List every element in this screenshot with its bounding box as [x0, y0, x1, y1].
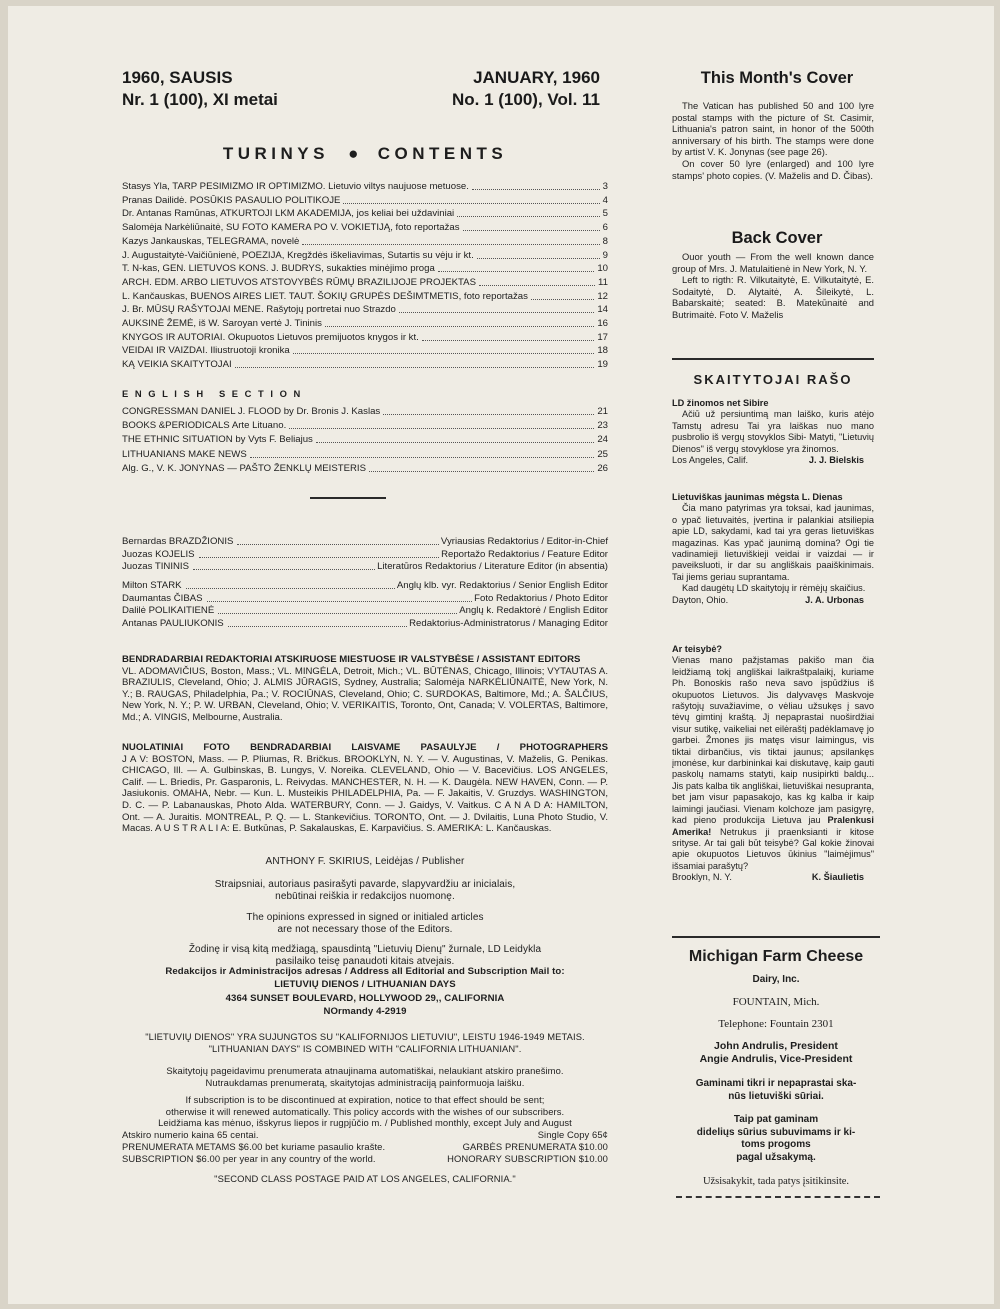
- toc-entry-title: KNYGOS IR AUTORIAI. Okupuotos Lietuvos premijuotos knygos ir kt.: [122, 331, 419, 343]
- readers-title: SKAITYTOJAI RAŠO: [693, 372, 853, 387]
- staff-leader: [218, 605, 457, 614]
- photographers-block: [122, 742, 608, 835]
- divider: [672, 358, 874, 360]
- divider: [310, 497, 386, 499]
- ad-slogan: [668, 1078, 884, 1103]
- toc-entry-title: AUKSINĖ ŽEMĖ, iš W. Saroyan vertė J. Tininis: [122, 318, 322, 329]
- toc-entry-page: 9: [602, 249, 608, 261]
- letter-signer: J. J. Bielskis: [808, 455, 864, 466]
- address-block: [122, 966, 608, 1018]
- notice-reprint-line: pasilaiko teisę panaudoti kitais atvejais.: [275, 956, 455, 967]
- toc-entry: [122, 463, 608, 475]
- letter-signature-row: [672, 455, 874, 466]
- staff-entry: [122, 605, 608, 617]
- toc-entry-title: Stasys Yla, TARP PESIMIZMO IR OPTIMIZMO. Lietuvio viltys naujuose metuose.: [122, 181, 469, 192]
- toc-entry-page: 8: [602, 235, 608, 247]
- merge-notice-line: "LIETUVIŲ DIENOS" YRA SUJUNGTOS SU "KALIFORNIJOS LIETUVIU", LEISTU 1946-1949 METAIS.: [145, 1031, 585, 1042]
- toc-leader: [383, 406, 594, 415]
- staff-role: Reportažo Redaktorius / Feature Editor: [441, 549, 608, 560]
- toc-entry: [122, 208, 608, 220]
- letter-signer: K. Šiaulietis: [811, 872, 864, 883]
- toc-entry-page: 17: [597, 331, 608, 343]
- ad-slogan-line: toms progoms: [741, 1139, 811, 1150]
- subscription-lt-line: Nutraukdamas prenumeratą, skaitytojas administraciją painformuoja laišku.: [205, 1077, 525, 1088]
- staff-role: Foto Redaktorius / Photo Editor: [474, 593, 608, 604]
- postage-notice: "SECOND CLASS POSTAGE PAID AT LOS ANGELES, CALIFORNIA.": [214, 1173, 516, 1184]
- letter-place: Los Angeles, Calif.: [672, 455, 749, 466]
- issue-number-en: No. 1 (100), Vol. 11: [451, 90, 600, 109]
- staff-entry: [122, 593, 608, 605]
- photographers-list: J A V: BOSTON, Mass. — P. Pliumas, R. Bričkus. BROOKLYN, N. Y. — V. Augustinas, V. Maželis, G. Penikas. CHICAGO, Ill. — A. Gulbinskas, B. Lungys, V. Noreika. CLEVELAND, Ohio — V. Bacevičius. LOS ANGELES, Calif. — L. Briedis, Pr. Gasparonis, L. Reivydas. MANCHESTER, N. H. — K. Daugėla. NEW HAVEN, Conn. — P. Jasiukonis. OMAHA, Nebr. — Kun. L. Musteikis PHILADELPHIA, Pa. — F. Jakaitis, V. Gruzdys. WASHINGTON, D. C. — P. Labanauskas, Photo Alda. WATERBURY, Conn. — J. Gaidys, V. Vaitkus. C A N A D A: HAMILTON, Ont. — A. Juraitis. MONTREAL, P. Q. — L. Stankevičius. TORONTO, Ont. — J. Dvilaitis, Luna Photo Studio, V. Macas. A U S T R A L I A: E. Butkūnas, P. Sakalauskas, E. Karpavičius. S. AMERIKA: L. Kančauskas.: [122, 753, 608, 835]
- toc-leader: [250, 449, 595, 458]
- ad-slogan: [668, 1114, 884, 1164]
- letter-body-tail: Netrukus ji praenksianti ir kitose srityse. Ar tai gali būt teisybė? Gal kokie žinovai apie okupuotos Lietuvos ūkinius "laimėjimus" išsamiai parašytų?: [672, 826, 874, 871]
- toc-entry-title: BOOKS &PERIODICALS Arte Lituano.: [122, 420, 287, 432]
- photographers-heading: NUOLATINIAI FOTO BENDRADARBIAI LAISVAME PASAULYJE / PHOTOGRAPHERS: [122, 742, 608, 753]
- ad-officer: Angie Andrulis, Vice-President: [699, 1053, 853, 1065]
- magazine-page: [8, 6, 994, 1304]
- ad-officer: John Andrulis, President: [714, 1040, 838, 1052]
- notice-en-line: The opinions expressed in signed or initialed articles: [246, 912, 484, 923]
- address-line: LIETUVIŲ DIENOS / LITHUANIAN DAYS: [274, 978, 456, 990]
- letter: [672, 492, 874, 606]
- address-line: 4364 SUNSET BOULEVARD, HOLLYWOOD 29,, CALIFORNIA: [225, 993, 505, 1004]
- toc-leader: [293, 345, 595, 354]
- staff-leader: [237, 536, 438, 545]
- single-copy-lt: Atskiro numerio kaina 65 centai.: [122, 1129, 259, 1140]
- ad-officers: [668, 1040, 884, 1066]
- toc-entry-page: 6: [602, 222, 608, 234]
- single-copy-row: [122, 1129, 608, 1141]
- toc-entry-title: J. Augustaitytė-Vaičiūnienė, POEZIJA, Kregždės iškeliavimas, Sutartis su vėju ir kt.: [122, 249, 474, 261]
- ad-closing: Užsisakykit, tada patys įsitikinsite.: [702, 1176, 850, 1187]
- toc-entry-page: 11: [598, 276, 608, 288]
- subscription-en: [122, 1094, 608, 1129]
- merge-notice-line: "LITHUANIAN DAYS" IS COMBINED WITH "CALIFORNIA LITHUANIAN".: [208, 1043, 522, 1054]
- notice-reprint-line: Žodinę ir visą kitą medžiagą, spausdintą "Lietuvių Dienų" žurnale, LD Leidykla: [188, 944, 542, 955]
- staff-role: Vyriausias Redaktorius / Editor-in-Chief: [440, 536, 608, 547]
- letter-body: [672, 655, 874, 872]
- toc-entry-title: Kazys Jankauskas, TELEGRAMA, novelė: [122, 235, 300, 247]
- toc-entry: [122, 304, 608, 316]
- letter-place: Dayton, Ohio.: [672, 594, 729, 605]
- toc-leader: [477, 250, 600, 259]
- notice-lt-line: Straipsniai, autoriaus pasirašyti pavarde, slapyvardžiu ar inicialais,: [214, 879, 516, 890]
- letter-heading: Ar teisybė?: [672, 644, 723, 654]
- back-cover-text: Left to rigth: R. Vilkutaitytė, E. Vilkutaitytė, E. Sodaitytė, D. Alytaitė, A. Šileikytė, L. Babarskaitė; seated: B. Matekūnaitė and Butrimaitė. Foto V. Maželis: [672, 274, 874, 320]
- merge-notice: [122, 1031, 608, 1055]
- price-left: PRENUMERATA METAMS $6.00 bet kuriame pasaulio krašte.: [122, 1141, 386, 1152]
- toc-entry: [122, 420, 608, 432]
- price-row: [122, 1141, 608, 1153]
- toc-leader: [316, 434, 594, 443]
- toc-entry-title: T. N-kas, GEN. LIETUVOS KONS. J. BUDRYS, sukakties minėjimo proga: [122, 263, 435, 275]
- toc-entry: [122, 222, 608, 234]
- back-cover-text: Ouor youth — From the well known dance group of Mrs. J. Matulaitienė in New York, N. Y.: [672, 251, 874, 274]
- staff-name: Daumantas ČIBAS: [122, 593, 203, 604]
- toc-entry-page: 26: [597, 462, 608, 474]
- ad-phone: Telephone: Fountain 2301: [718, 1018, 834, 1030]
- assistant-editors-heading: BENDRADARBIAI REDAKTORIAI ATSKIRUOSE MIESTUOSE IR VALSTYBĖSE / ASSISTANT EDITORS: [122, 654, 581, 665]
- toc-entry-title: LITHUANIANS MAKE NEWS: [122, 448, 247, 460]
- staff-entry: [122, 561, 608, 573]
- toc-entry-page: 21: [597, 406, 608, 417]
- subscription-en-line: Leidžiama kas mėnuo, išskyrus liepos ir rugpjūčio m. / Published monthly, except July and August: [158, 1117, 572, 1129]
- issue-date-lt: 1960, SAUSIS: [122, 68, 233, 87]
- ad-slogan-line: nūs lietuviški sūriai.: [728, 1090, 824, 1102]
- toc-entry-title: Dr. Antanas Ramūnas, ATKURTOJI LKM AKADEMIJA, jos keliai bei uždaviniai: [122, 208, 455, 220]
- issue-date-en: JANUARY, 1960: [473, 68, 600, 87]
- subscription-en-line: If subscription is to be discontinued at expiration, notice to that effect should be sent;: [185, 1094, 545, 1105]
- back-cover-title: Back Cover: [731, 229, 823, 247]
- contents-title: [122, 144, 608, 164]
- toc-entry: [122, 291, 608, 303]
- toc-leader: [343, 195, 599, 204]
- staff-role: Anglų k. Redaktorė / English Editor: [459, 605, 608, 616]
- toc-entry: [122, 277, 608, 289]
- toc-entry-title: Pranas Dailidė. POSŪKIS PASAULIO POLITIKOJE: [122, 194, 341, 206]
- single-copy-en: Single Copy 65¢: [537, 1129, 608, 1140]
- staff-leader: [199, 549, 440, 558]
- staff-name: Juozas TININIS: [122, 561, 190, 572]
- staff-role: Literatūros Redaktorius / Literature Editor (in absentia): [377, 561, 608, 572]
- staff-leader: [228, 618, 407, 627]
- subscription-en-line: otherwise it will renewed automatically. This policy accords with the wishes of our subscribers.: [165, 1105, 565, 1117]
- ad-slogan-line: Gaminami tikri ir nepaprastai ska-: [695, 1078, 857, 1089]
- toc-entry-page: 25: [597, 448, 608, 460]
- toc-entry-title: ARCH. EDM. ARBO LIETUVOS ATSTOVYBĖS RŪMŲ BRAZILIJOJE PROJEKTAS: [122, 276, 476, 288]
- notice-reprint: [122, 944, 608, 968]
- ad-slogan-line: pagal užsakymą.: [736, 1151, 816, 1163]
- toc-entry-title: KĄ VEIKIA SKAITYTOJAI: [122, 359, 232, 371]
- staff-leader: [193, 561, 375, 570]
- address-line: Redakcijos ir Administracijos adresas / Address all Editorial and Subscription Mail to:: [165, 966, 565, 977]
- contents-bullet-icon: ●: [348, 144, 359, 163]
- address-line: NOrmandy 4-2919: [323, 1005, 407, 1017]
- ad-subtitle: Dairy, Inc.: [752, 974, 800, 985]
- cover-description: [672, 100, 874, 181]
- ad-slogan-line: Taip pat gaminam: [733, 1114, 819, 1125]
- letter-body-emphasis: Pralenkusi Amerika!: [672, 815, 874, 837]
- staff-role: Redaktorius-Administratorus / Managing Editor: [409, 618, 608, 629]
- divider: [672, 936, 880, 938]
- toc-entry-page: 19: [597, 359, 608, 371]
- toc-entry-page: 4: [602, 194, 608, 206]
- toc-entry-page: 24: [597, 434, 608, 446]
- price-right: GARBĖS PRENUMERATA $10.00: [462, 1141, 608, 1152]
- toc-entry-title: VEIDAI IR VAIZDAI. Iliustruotoji kronika: [122, 345, 290, 357]
- letter-signature-row: [672, 872, 874, 883]
- toc-entry-page: 18: [597, 345, 608, 357]
- staff-name: Milton STARK: [122, 580, 182, 591]
- issue-number-lt: Nr. 1 (100), XI metai: [122, 90, 278, 109]
- contents-title-en: CONTENTS: [377, 144, 508, 163]
- staff-entry: [122, 549, 608, 561]
- staff-leader: [186, 580, 395, 589]
- toc-entry-title: Alg. G., V. K. JONYNAS — PAŠTO ŽENKLŲ MEISTERIS: [122, 462, 366, 474]
- notice-en: [122, 912, 608, 936]
- staff-entry: [122, 580, 608, 592]
- toc-leader: [369, 463, 594, 472]
- toc-entry: [122, 345, 608, 357]
- toc-entry-title: THE ETHNIC SITUATION by Vyts F. Beliajus: [122, 434, 313, 446]
- subscription-lt: [122, 1065, 608, 1089]
- staff-name: Juozas KOJELIS: [122, 549, 195, 560]
- toc-entry-page: 12: [597, 290, 608, 302]
- staff-name: Bernardas BRAZDŽIONIS: [122, 536, 234, 547]
- toc-entry: [122, 332, 608, 344]
- ad-city: FOUNTAIN, Mich.: [732, 996, 820, 1008]
- toc-entry-page: 3: [602, 181, 608, 192]
- toc-entry: [122, 236, 608, 248]
- staff-name: Dalilė POLIKAITIENĖ: [122, 605, 215, 616]
- letter-body-text: Vienas mano pažįstamas pakišo man čia leidžiamą tokį angliškai laikraštpalaikį, kuriame Ph. Bonoskis rašo neva savo įspūdžius iš okupuotos Lietuvos. Jis dalyvavęs Maskvoje rašytojų suvažiavime, o vėliau užsukęs į savo tėvų gimtinį kraštą. Jį nepaprastai nuoširdžiai visur sutikę, vaikeliai net eilėraštį padėklamavę jo garbei. Žmones jis matęs visur laimingus, vis tiktai dirbančius, vis tiktai jaunus; apsilankęs įmonėse, kur darbininkai kai diskutavę, kaip gauti paskolų namams statyti, kaip nusipirkti baldų... Jis pats kalba tik angliškai, lietuviškai nesupranta, bet jam visur papasakojo, kas kg kalba ir kaip laimingi jaučiasi. Vienam kolchoze jam pasigyrę, kad pieno produkcija Lietuva jau: [672, 655, 874, 826]
- letter-heading: Lietuviškas jaunimas mėgsta L. Dienas: [672, 492, 843, 502]
- toc-leader: [422, 332, 595, 341]
- back-cover-description: [672, 251, 874, 321]
- toc-entry: [122, 250, 608, 262]
- toc-entry: [122, 406, 608, 418]
- toc-leader: [302, 236, 599, 245]
- cover-text: The Vatican has published 50 and 100 lyre postal stamps with the picture of St. Casimir, Lithuania's patron saint, in honor of the 500th anniversary of his birth. The stamps were done by artist V. K. Jonynas (see page 26).: [672, 100, 874, 158]
- toc-entry-page: 16: [597, 318, 608, 329]
- toc-leader: [457, 208, 599, 217]
- toc-entry: [122, 263, 608, 275]
- toc-leader: [479, 277, 595, 286]
- staff-entry: [122, 618, 608, 630]
- english-section-title: E N G L I S H S E C T I O N: [122, 388, 303, 399]
- toc-leader: [472, 181, 600, 190]
- toc-entry-page: 23: [597, 420, 608, 432]
- letter-body: Čia mano patyrimas yra toksai, kad jaunimas, o ypač lietuvaitės, įvertina ir palankiai atsiliepia apie LD, sakydami, kad tai yra geras lietuviškas magazinas. Kas ypač jaunimą domina? Ogi tie vadinamieji lietuviškieji veidai ir vaizdai — ir paveiksluoti, ir dar su angliškais paaiškinimais. Tai jiems geriau suprantama.: [672, 503, 874, 582]
- toc-entry: [122, 434, 608, 446]
- toc-entry-page: 5: [602, 208, 608, 220]
- toc-leader: [235, 359, 595, 368]
- publisher: ANTHONY F. SKIRIUS, Leidėjas / Publisher: [265, 856, 465, 867]
- price-row: [122, 1153, 608, 1165]
- toc-entry-title: J. Br. MŪSŲ RAŠYTOJAI MENE. Rašytojų portretai nuo Strazdo: [122, 304, 396, 316]
- toc-leader: [463, 222, 600, 231]
- toc-leader: [531, 291, 594, 300]
- toc-entry: [122, 449, 608, 461]
- toc-leader: [438, 263, 595, 272]
- letter-body: Kad daugėtų LD skaitytojų ir rėmėjų skaičius.: [682, 583, 866, 594]
- toc-entry-page: 14: [597, 304, 608, 316]
- notice-lt-line: nebūtinai reiškia ir redakcijos nuomonę.: [275, 891, 455, 902]
- letter-signer: J. A. Urbonas: [805, 594, 864, 605]
- letter: [672, 644, 874, 884]
- ad-slogan-line: dideliųs sūrius subuvimams ir ki-: [696, 1126, 856, 1138]
- cover-text: On cover 50 lyre (enlarged) and 100 lyre stamps' photo copies. (V. Maželis and D. Čibas).: [672, 157, 874, 181]
- toc-entry: [122, 181, 608, 193]
- letter-place: Brooklyn, N. Y.: [672, 872, 732, 883]
- toc-entry-title: L. Kančauskas, BUENOS AIRES LIET. TAUT. ŠOKIŲ GRUPĖS DEŠIMTMETIS, foto reportažas: [122, 290, 528, 302]
- letter-heading: LD žinomos net Sibire: [672, 398, 769, 408]
- toc-entry-title: Salomėja Narkėliūnaitė, SU FOTO KAMERA PO V. VOKIETIJĄ, foto reportažas: [122, 222, 460, 234]
- price-right: HONORARY SUBSCRIPTION $10.00: [447, 1153, 608, 1164]
- cover-title: This Month's Cover: [700, 69, 854, 87]
- toc-leader: [289, 420, 594, 429]
- staff-role: Anglų klb. vyr. Redaktorius / Senior English Editor: [396, 580, 608, 591]
- staff-leader: [207, 593, 473, 602]
- toc-leader: [325, 318, 594, 327]
- notice-lt: [122, 879, 608, 903]
- toc-leader: [399, 304, 594, 313]
- divider: [676, 1196, 880, 1198]
- letter-body: Ačiū už persiuntimą man laiško, kuris atėjo Tamstų adresu Tai yra laiškas nuo mano pusbrolio iš vergų stovyklos Sibi- Matyti, "Lietuvių Dienos" iš vergų stovyklose yra žinomos.: [672, 409, 874, 454]
- staff-entry: [122, 536, 608, 548]
- toc-entry-page: 10: [597, 263, 608, 275]
- ad-title: Michigan Farm Cheese: [688, 948, 864, 965]
- letter-signature-row: [672, 595, 874, 606]
- toc-entry: [122, 195, 608, 207]
- assistant-editors-block: [122, 654, 608, 724]
- toc-entry: [122, 359, 608, 371]
- assistant-editors-list: VL. ADOMAVIČIUS, Boston, Mass.; VL. MINGĖLA, Detroit, Mich.; VL. BŪTĖNAS, Chicago, Illinois; VYTAUTAS A. BRAZIULIS, Cleveland, Ohio; J. ALMIS JŪRAGIS, Sydney, Australia; Salomėja NARKĖLIŪNAITĖ, New York, N. Y.; B. RAUGAS, Philadelphia, Pa.; V. ROCIŪNAS, Cleveland, Ohio; C. SURDOKAS, Baltimore, Md.; A. ŠALČIUS, New York, N. Y.; P. W. URBAN, Cleveland, Ohio; V. VERIKAITIS, Toronto, Ont, Canada; V. VOLERTAS, Baltimore, Md.; A. VINGIS, Melbourne, Australia.: [122, 665, 608, 723]
- toc-entry: [122, 318, 608, 330]
- staff-name: Antanas PAULIUKONIS: [122, 618, 224, 629]
- contents-title-lt: TURINYS: [222, 144, 329, 163]
- toc-entry-title: CONGRESSMAN DANIEL J. FLOOD by Dr. Bronis J. Kaslas: [122, 406, 381, 417]
- subscription-lt-line: Skaitytojų pageidavimu prenumerata atnaujinama automatiškai, nelaukiant atskiro pranešimo.: [166, 1065, 564, 1076]
- letter: [672, 398, 874, 466]
- notice-en-line: are not necessary those of the Editors.: [277, 924, 453, 935]
- price-left: SUBSCRIPTION $6.00 per year in any country of the world.: [122, 1153, 376, 1164]
